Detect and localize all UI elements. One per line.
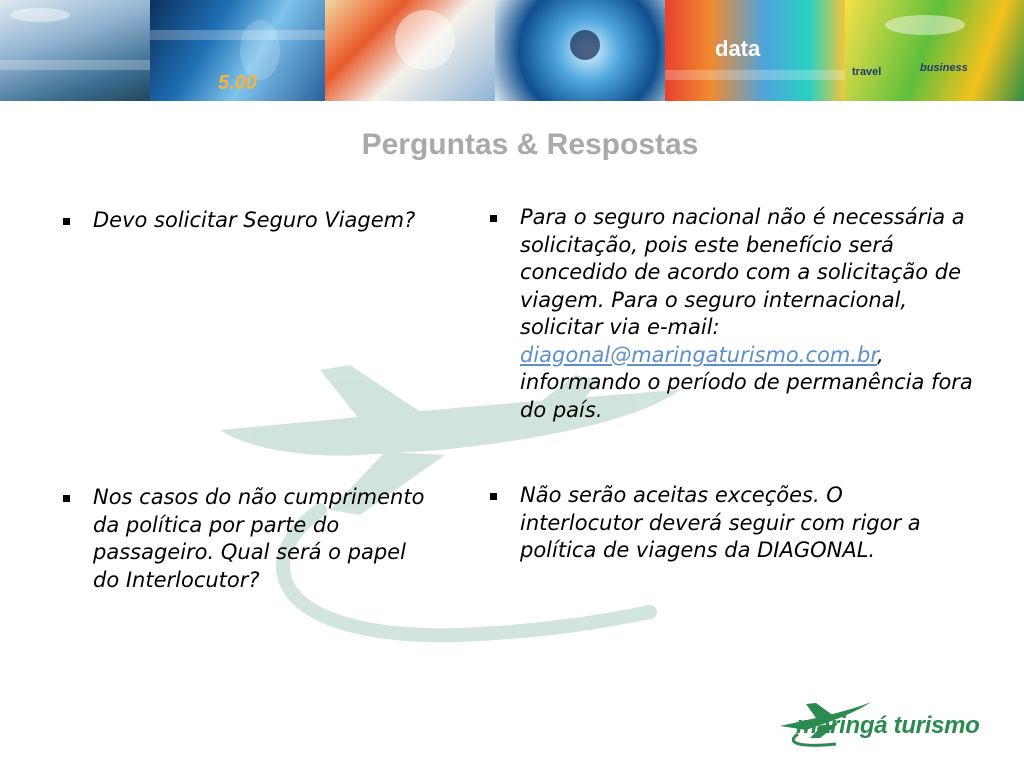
question-item — [93, 484, 428, 594]
bullet-marker — [490, 493, 497, 500]
answer-item — [520, 204, 980, 424]
bullet-marker — [63, 495, 70, 502]
banner-travel-label: travel — [852, 66, 882, 78]
header-banner — [0, 0, 1024, 101]
banner-image-eye — [495, 0, 665, 101]
banner-image-airport-signs — [325, 0, 495, 101]
banner-image-travel — [845, 0, 1024, 101]
slide-title: Perguntas & Respostas — [361, 128, 699, 161]
bullet-marker — [63, 218, 70, 225]
question-text: Nos casos do não cumprimento da política por parte do passageiro. Qual será o papel do Interlocutor? — [93, 485, 425, 592]
email-link[interactable]: diagonal@maringaturismo.com.br — [520, 342, 878, 367]
question-text: Devo solicitar Seguro Viagem? — [93, 208, 416, 232]
banner-price-label: 5.00 — [218, 72, 257, 94]
question-item — [93, 207, 423, 235]
bullet-marker — [490, 215, 497, 222]
banner-data-label: data — [715, 36, 761, 61]
answer-text-continued: , informando o período de permanência fora do país. — [520, 342, 973, 422]
answer-text: Para o seguro nacional não é necessária a solicitação, pois este benefício será concedido de acordo com a solicitação de viagem. Para o seguro internacional, solicitar via e-mail: — [520, 205, 965, 339]
banner-image-airplane — [0, 0, 150, 101]
answer-item — [520, 482, 940, 565]
company-logo-text: maringá turismo — [796, 712, 980, 739]
answer-text: Não serão aceitas exceções. O interlocutor deverá seguir com rigor a política de viagens da DIAGONAL. — [520, 483, 921, 562]
banner-business-label: business — [920, 62, 968, 74]
